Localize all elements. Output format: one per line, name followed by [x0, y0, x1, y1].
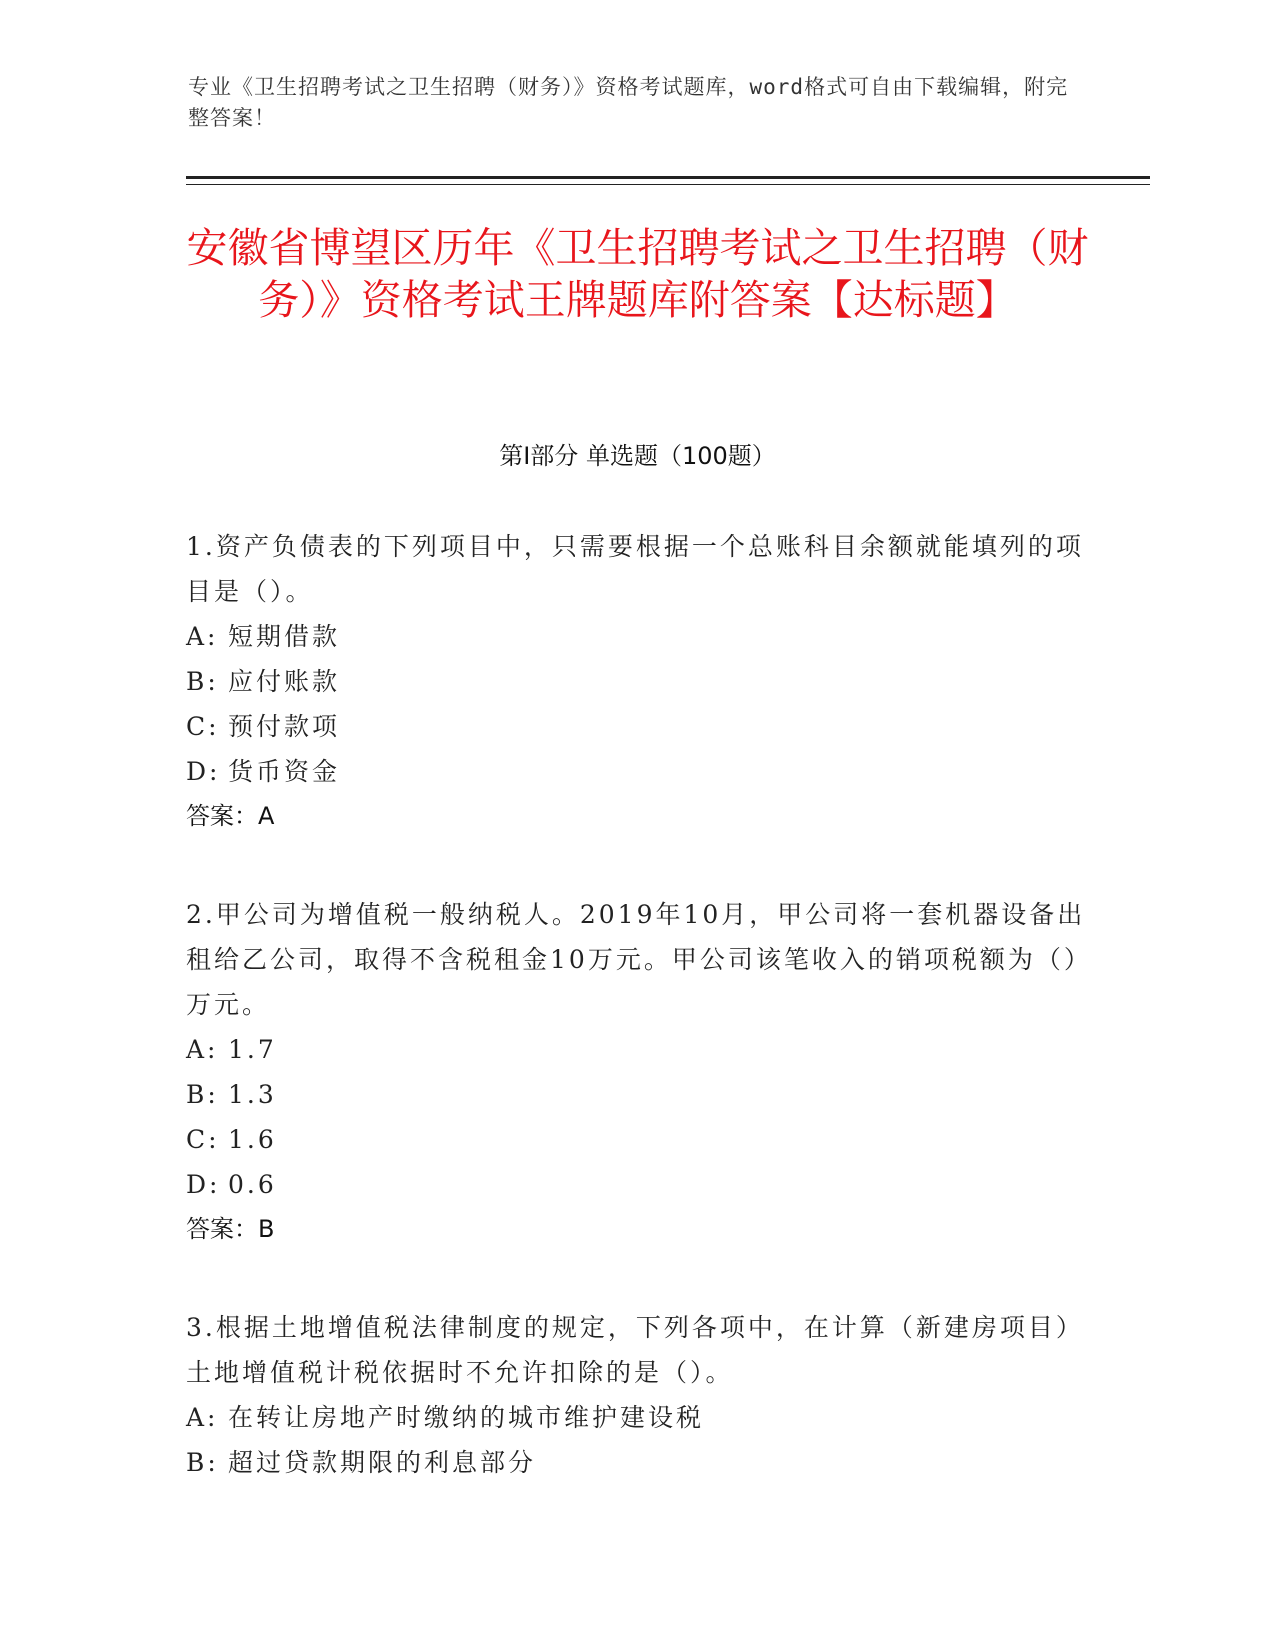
- header-note: 专业《卫生招聘考试之卫生招聘（财务）》资格考试题库，word格式可自由下载编辑，附完整答案！: [188, 75, 1069, 130]
- option-text: 1.3: [228, 1080, 277, 1109]
- option-key: C:: [186, 1125, 220, 1154]
- question-list: [186, 524, 1086, 1538]
- answer-line: 答案：A: [186, 802, 275, 830]
- option-text: 货币资金: [228, 757, 341, 786]
- option-a: [186, 1027, 1086, 1072]
- option-key: B:: [186, 667, 219, 696]
- header-rule-thick: [186, 176, 1150, 179]
- option-key: B:: [186, 1448, 219, 1477]
- header-rule-thin: [186, 184, 1150, 185]
- option-b: [186, 659, 1086, 704]
- option-text: 在转让房地产时缴纳的城市维护建设税: [228, 1403, 705, 1432]
- answer-line: 答案：B: [186, 1215, 275, 1243]
- section-heading: 第Ⅰ部分 单选题（100题）: [499, 442, 776, 470]
- option-text: 应付账款: [228, 667, 341, 696]
- question-3: [186, 1305, 1086, 1485]
- question-stem: 2.甲公司为增值税一般纳税人。2019年10月，甲公司将一套机器设备出租给乙公司，取得不含税租金10万元。甲公司该笔收入的销项税额为（）万元。: [186, 900, 1086, 1019]
- option-key: C:: [186, 712, 220, 741]
- question-1: [186, 524, 1086, 839]
- option-a: [186, 614, 1086, 659]
- option-text: 1.6: [228, 1125, 277, 1154]
- option-d: [186, 1162, 1086, 1207]
- option-d: [186, 749, 1086, 794]
- option-c: [186, 704, 1086, 749]
- option-c: [186, 1117, 1086, 1162]
- option-b: [186, 1072, 1086, 1117]
- option-text: 超过贷款期限的利息部分: [228, 1448, 537, 1477]
- option-key: A:: [186, 1035, 219, 1064]
- option-key: B:: [186, 1080, 219, 1109]
- option-text: 1.7: [228, 1035, 277, 1064]
- question-stem: 3.根据土地增值税法律制度的规定，下列各项中，在计算（新建房项目）土地增值税计税依据时不允许扣除的是（）。: [186, 1313, 1084, 1387]
- option-key: D:: [186, 1170, 221, 1199]
- document-title: 安徽省博望区历年《卫生招聘考试之卫生招聘（财务）》资格考试王牌题库附答案【达标题】: [186, 224, 1089, 324]
- option-key: D:: [186, 757, 221, 786]
- option-a: [186, 1395, 1086, 1440]
- question-2: [186, 892, 1086, 1252]
- option-key: A:: [186, 622, 219, 651]
- option-text: 预付款项: [228, 712, 341, 741]
- option-key: A:: [186, 1403, 219, 1432]
- option-b: [186, 1440, 1086, 1485]
- option-text: 短期借款: [228, 622, 341, 651]
- option-text: 0.6: [228, 1170, 277, 1199]
- question-stem: 1.资产负债表的下列项目中，只需要根据一个总账科目余额就能填列的项目是（）。: [186, 532, 1084, 606]
